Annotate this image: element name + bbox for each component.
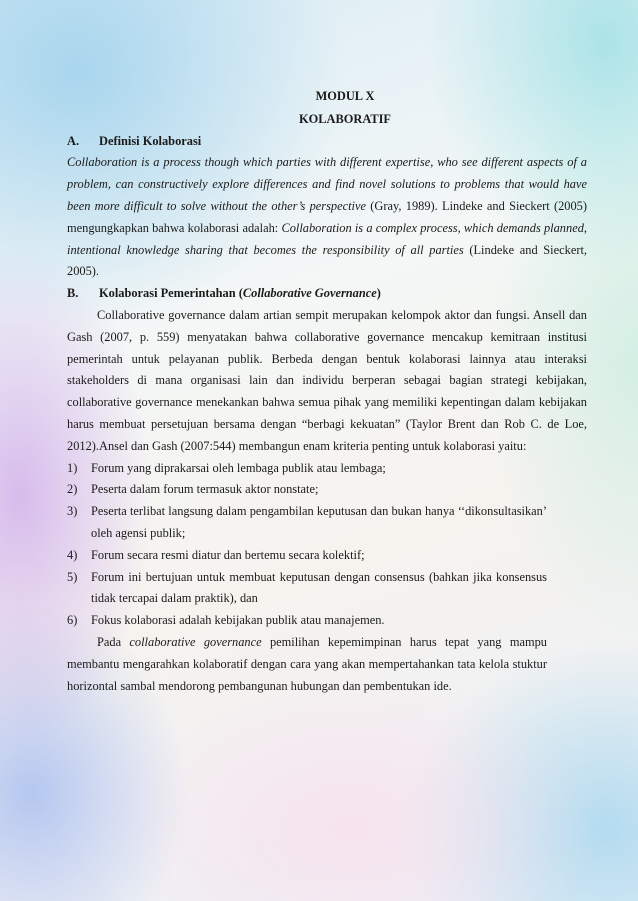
gray-citation: (Gray, 1989). Lindeke and Sieckert (2005) mengungkapkan bahwa kolaborasi adalah: bbox=[67, 198, 588, 235]
list-item bbox=[67, 610, 547, 632]
list-item bbox=[67, 501, 547, 545]
section-b-heading bbox=[67, 283, 587, 305]
module-subtitle: KOLABORATIF bbox=[298, 111, 392, 126]
list-item-number: 1) bbox=[67, 460, 78, 475]
section-b-title-pre: Kolaborasi Pemerintahan ( bbox=[99, 286, 243, 301]
gray-quote: Collaboration is a process though which parties with different expertise, who see different aspects of a problem, can constructively explore differences and find novel solutions to problems that would have been more difficult to solve without the other’s perspective bbox=[67, 155, 587, 213]
section-a-paragraph bbox=[67, 152, 587, 283]
list-item-number: 4) bbox=[67, 547, 78, 562]
section-b-paragraph-1: Collaborative governance dalam artian sempit merupakan kelompok aktor dan fungsi. Ansell dan Gash (2007, p. 559) menyatakan bahwa collaborative governance mencakup kemitraan institusi pemerintah untuk pelayanan publik. Berbeda dengan bentuk kolaborasi lainnya atau interaksi stakeholders di mana organisasi lain dan individu berperan sebagai bagian strategi kebijakan, collaborative governance menekankan bahwa semua pihak yang memiliki kepentingan dalam kebijakan harus membuat persetujuan bersama dengan “berbagi kekuatan” (Taylor Brent dan Rob C. de Loe, 2012).Ansel dan Gash (2007:544) membangun enam kriteria penting untuk kolaborasi yaitu: bbox=[67, 307, 587, 453]
criteria-list bbox=[67, 458, 547, 632]
list-item-text: Forum yang diprakarsai oleh lembaga publik atau lembaga; bbox=[91, 460, 386, 475]
list-item bbox=[67, 458, 547, 480]
section-b-title-em: Collaborative Governance bbox=[242, 286, 377, 301]
section-b-number: B. bbox=[67, 286, 79, 301]
list-item-text: Peserta terlibat langsung dalam pengambilan keputusan dan bukan hanya ‘‘dikonsultasikan’ oleh agensi publik; bbox=[91, 504, 547, 540]
p2-post: pemilihan kepemimpinan harus tepat yang mampu membantu mengarahkan kolaboratif dengan cara yang akan mempertahankan tata kelola stuktur horizontal sambal mendorong pembangunan hubungan dan pembentukan ide. bbox=[67, 634, 547, 693]
list-item-number: 2) bbox=[67, 482, 78, 497]
list-item-number: 5) bbox=[67, 569, 78, 584]
module-title: MODUL X bbox=[315, 89, 375, 103]
list-item-text: Fokus kolaborasi adalah kebijakan publik atau manajemen. bbox=[91, 613, 385, 628]
section-a-heading bbox=[67, 131, 587, 153]
p2-em: collaborative governance bbox=[129, 634, 262, 649]
list-item-number: 6) bbox=[67, 613, 78, 628]
section-b-title bbox=[99, 283, 381, 305]
section-b-title-post: ) bbox=[376, 286, 381, 301]
p2-pre: Pada bbox=[97, 634, 130, 649]
section-a-number: A. bbox=[67, 133, 80, 148]
list-item-text: Peserta dalam forum termasuk aktor nonstate; bbox=[91, 482, 319, 497]
document-content bbox=[67, 86, 587, 697]
lindeke-quote: Collaboration is a complex process, which demands planned, intentional knowledge sharing that becomes the responsibility of all parties bbox=[67, 220, 587, 257]
list-item-text: Forum ini bertujuan untuk membuat keputusan dengan consensus (bahkan jika konsensus tidak tercapai dalam praktik), dan bbox=[91, 569, 547, 606]
list-item bbox=[67, 567, 547, 611]
section-b-paragraph-2 bbox=[67, 632, 547, 697]
lindeke-citation: (Lindeke and Sieckert, 2005). bbox=[67, 242, 587, 279]
section-a-title: Definisi Kolaborasi bbox=[99, 133, 202, 148]
list-item bbox=[67, 479, 547, 501]
list-item bbox=[67, 545, 547, 567]
list-item-number: 3) bbox=[67, 504, 78, 519]
list-item-text: Forum secara resmi diatur dan bertemu secara kolektif; bbox=[91, 547, 365, 562]
